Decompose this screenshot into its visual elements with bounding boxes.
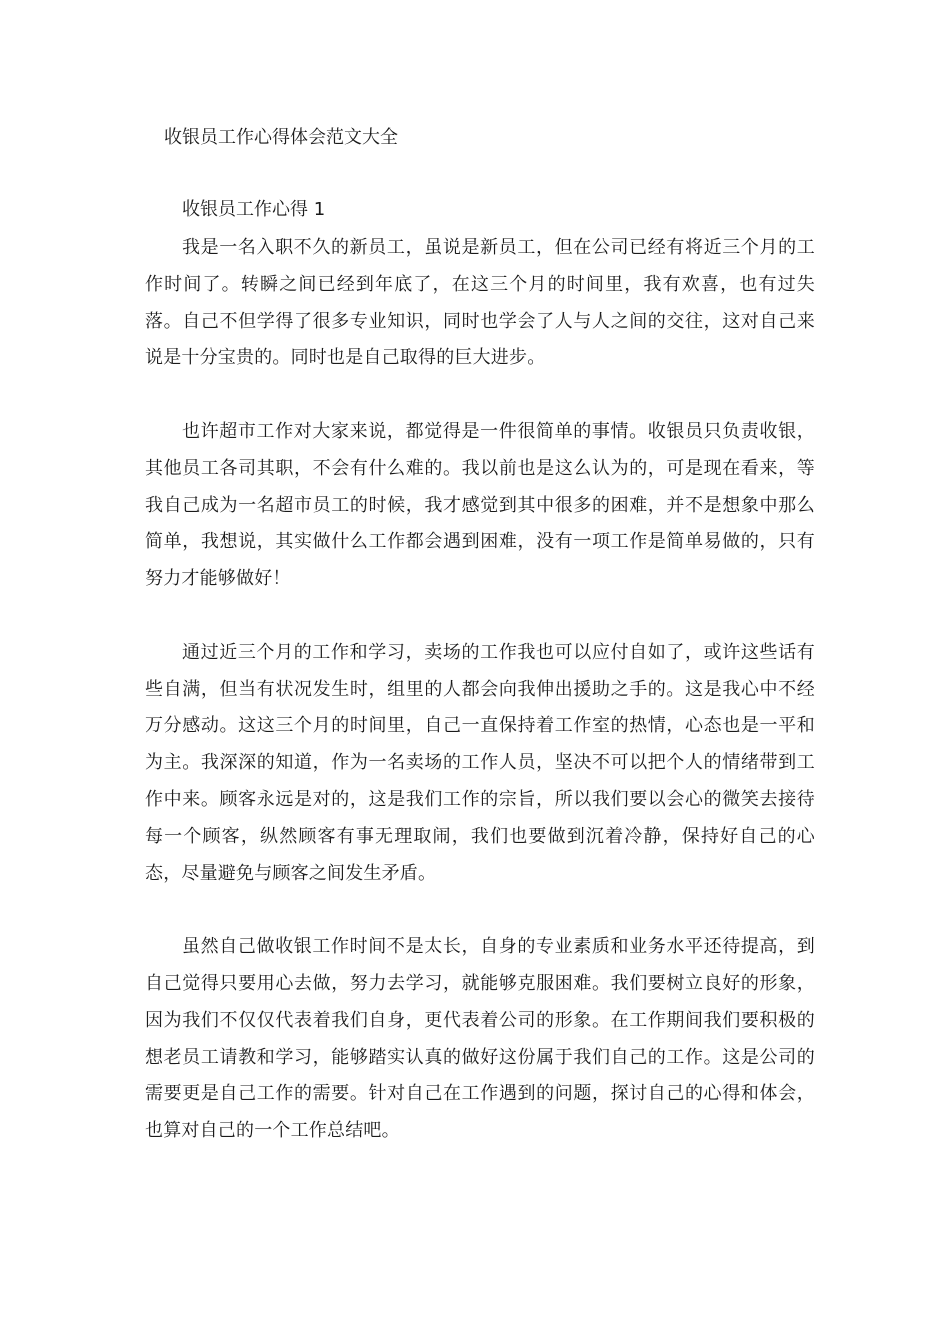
paragraph-1: 我是一名入职不久的新员工，虽说是新员工，但在公司已经有将近三个月的工作时间了。转瞬之间已经到年底了，在这三个月的时间里，我有欢喜，也有过失落。自己不但学得了很多专业知识，同时也学会了人与人之间的交往，这对自己来说是十分宝贵的。同时也是自己取得的巨大进步。 [145, 237, 815, 369]
document-body [145, 230, 815, 1150]
paragraph-4: 虽然自己做收银工作时间不是太长，自身的专业素质和业务水平还待提高，到自己觉得只要用心去做，努力去学习，就能够克服困难。我们要树立良好的形象，因为我们不仅仅代表着我们自身，更代表着公司的形象。在工作期间我们要积极的想老员工请教和学习，能够踏实认真的做好这份属于我们自己的工作。这是公司的需要更是自己工作的需要。针对自己在工作遇到的问题，探讨自己的心得和体会，也算对自己的一个工作总结吧。 [145, 936, 815, 1142]
paragraph-3: 通过近三个月的工作和学习，卖场的工作我也可以应付自如了，或许这些话有些自满，但当有状况发生时，组里的人都会向我伸出援助之手的。这是我心中不经万分感动。这这三个月的时间里，自己一直保持着工作室的热情，心态也是一平和为主。我深深的知道，作为一名卖场的工作人员，坚决不可以把个人的情绪带到工作中来。顾客永远是对的，这是我们工作的宗旨，所以我们要以会心的微笑去接待每一个顾客，纵然顾客有事无理取闹，我们也要做到沉着冷静，保持好自己的心态，尽量避免与顾客之间发生矛盾。 [145, 641, 815, 884]
section-heading: 收银员工作心得 1 [182, 199, 326, 220]
document-title: 收银员工作心得体会范文大全 [164, 127, 398, 148]
paragraph-2: 也许超市工作对大家来说，都觉得是一件很简单的事情。收银员只负责收银，其他员工各司其职，不会有什么难的。我以前也是这么认为的，可是现在看来，等我自己成为一名超市员工的时候，我才感觉到其中很多的困难，并不是想象中那么简单，我想说，其实做什么工作都会遇到困难，没有一项工作是简单易做的，只有努力才能够做好！ [145, 420, 815, 590]
